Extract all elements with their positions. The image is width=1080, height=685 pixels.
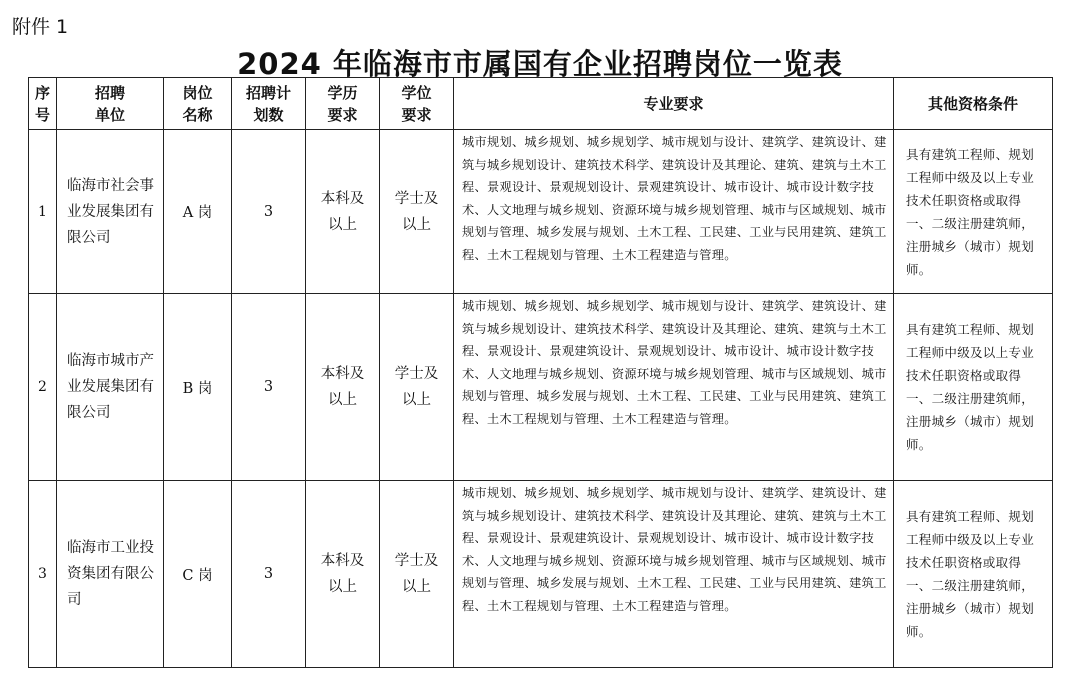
recruitment-table <box>28 77 1053 668</box>
attachment-label: 附件 1 <box>12 16 69 38</box>
cell-unit: 临海市城市产业发展集团有限公司 <box>57 294 164 481</box>
header-position: 岗位 名称 <box>164 78 232 130</box>
cell-education: 本科及 以上 <box>306 130 380 294</box>
cell-position: B 岗 <box>164 294 232 481</box>
table-header-row <box>29 78 1053 130</box>
cell-plan: 3 <box>232 481 306 668</box>
cell-plan: 3 <box>232 130 306 294</box>
cell-education: 本科及 以上 <box>306 294 380 481</box>
cell-major: 城市规划、城乡规划、城乡规划学、城市规划与设计、建筑学、建筑设计、建筑与城乡规划设计、建筑技术科学、建筑设计及其理论、建筑、建筑与土木工程、景观设计、景观建筑设计、景观规划设计、城市设计、城市设计数字技术、人文地理与城乡规划、资源环境与城乡规划管理、城市与区域规划、城市规划与管理、城乡发展与规划、土木工程、工民建、工业与民用建筑、建筑工程、土木工程规划与管理、土木工程建造与管理。 <box>454 481 894 668</box>
cell-position: A 岗 <box>164 130 232 294</box>
cell-degree: 学士及 以上 <box>380 481 454 668</box>
header-education: 学历 要求 <box>306 78 380 130</box>
cell-major: 城市规划、城乡规划、城乡规划学、城市规划与设计、建筑学、建筑设计、建筑与城乡规划设计、建筑技术科学、建筑设计及其理论、建筑、建筑与土木工程、景观设计、景观规划设计、景观建筑设计、城市设计、城市设计数字技术、人文地理与城乡规划、资源环境与城乡规划管理、城市与区域规划、城市规划与管理、城乡发展与规划、土木工程、工民建、工业与民用建筑、建筑工程、土木工程规划与管理、土木工程建造与管理。 <box>454 130 894 294</box>
table-row <box>29 294 1053 481</box>
cell-position: C 岗 <box>164 481 232 668</box>
cell-no: 3 <box>29 481 57 668</box>
cell-plan: 3 <box>232 294 306 481</box>
cell-other: 具有建筑工程师、规划工程师中级及以上专业技术任职资格或取得一、二级注册建筑师，注册城乡（城市）规划师。 <box>894 294 1053 481</box>
cell-degree: 学士及 以上 <box>380 130 454 294</box>
cell-unit: 临海市社会事业发展集团有限公司 <box>57 130 164 294</box>
cell-education: 本科及 以上 <box>306 481 380 668</box>
cell-unit: 临海市工业投资集团有限公司 <box>57 481 164 668</box>
page-title: 2024 年临海市市属国有企业招聘岗位一览表 <box>237 47 843 81</box>
cell-no: 2 <box>29 294 57 481</box>
header-plan: 招聘计 划数 <box>232 78 306 130</box>
table-row <box>29 130 1053 294</box>
cell-other: 具有建筑工程师、规划工程师中级及以上专业技术任职资格或取得一、二级注册建筑师，注册城乡（城市）规划师。 <box>894 130 1053 294</box>
cell-other: 具有建筑工程师、规划工程师中级及以上专业技术任职资格或取得一、二级注册建筑师，注册城乡（城市）规划师。 <box>894 481 1053 668</box>
header-unit: 招聘 单位 <box>57 78 164 130</box>
cell-major: 城市规划、城乡规划、城乡规划学、城市规划与设计、建筑学、建筑设计、建筑与城乡规划设计、建筑技术科学、建筑设计及其理论、建筑、建筑与土木工程、景观设计、景观建筑设计、景观规划设计、城市设计、城市设计数字技术、人文地理与城乡规划、资源环境与城乡规划管理、城市与区域规划、城市规划与管理、城乡发展与规划、土木工程、工民建、工业与民用建筑、建筑工程、土木工程规划与管理、土木工程建造与管理。 <box>454 294 894 481</box>
header-no: 序 号 <box>29 78 57 130</box>
table-row <box>29 481 1053 668</box>
cell-degree: 学士及 以上 <box>380 294 454 481</box>
header-degree: 学位 要求 <box>380 78 454 130</box>
header-other: 其他资格条件 <box>894 78 1053 130</box>
cell-no: 1 <box>29 130 57 294</box>
header-major: 专业要求 <box>454 78 894 130</box>
